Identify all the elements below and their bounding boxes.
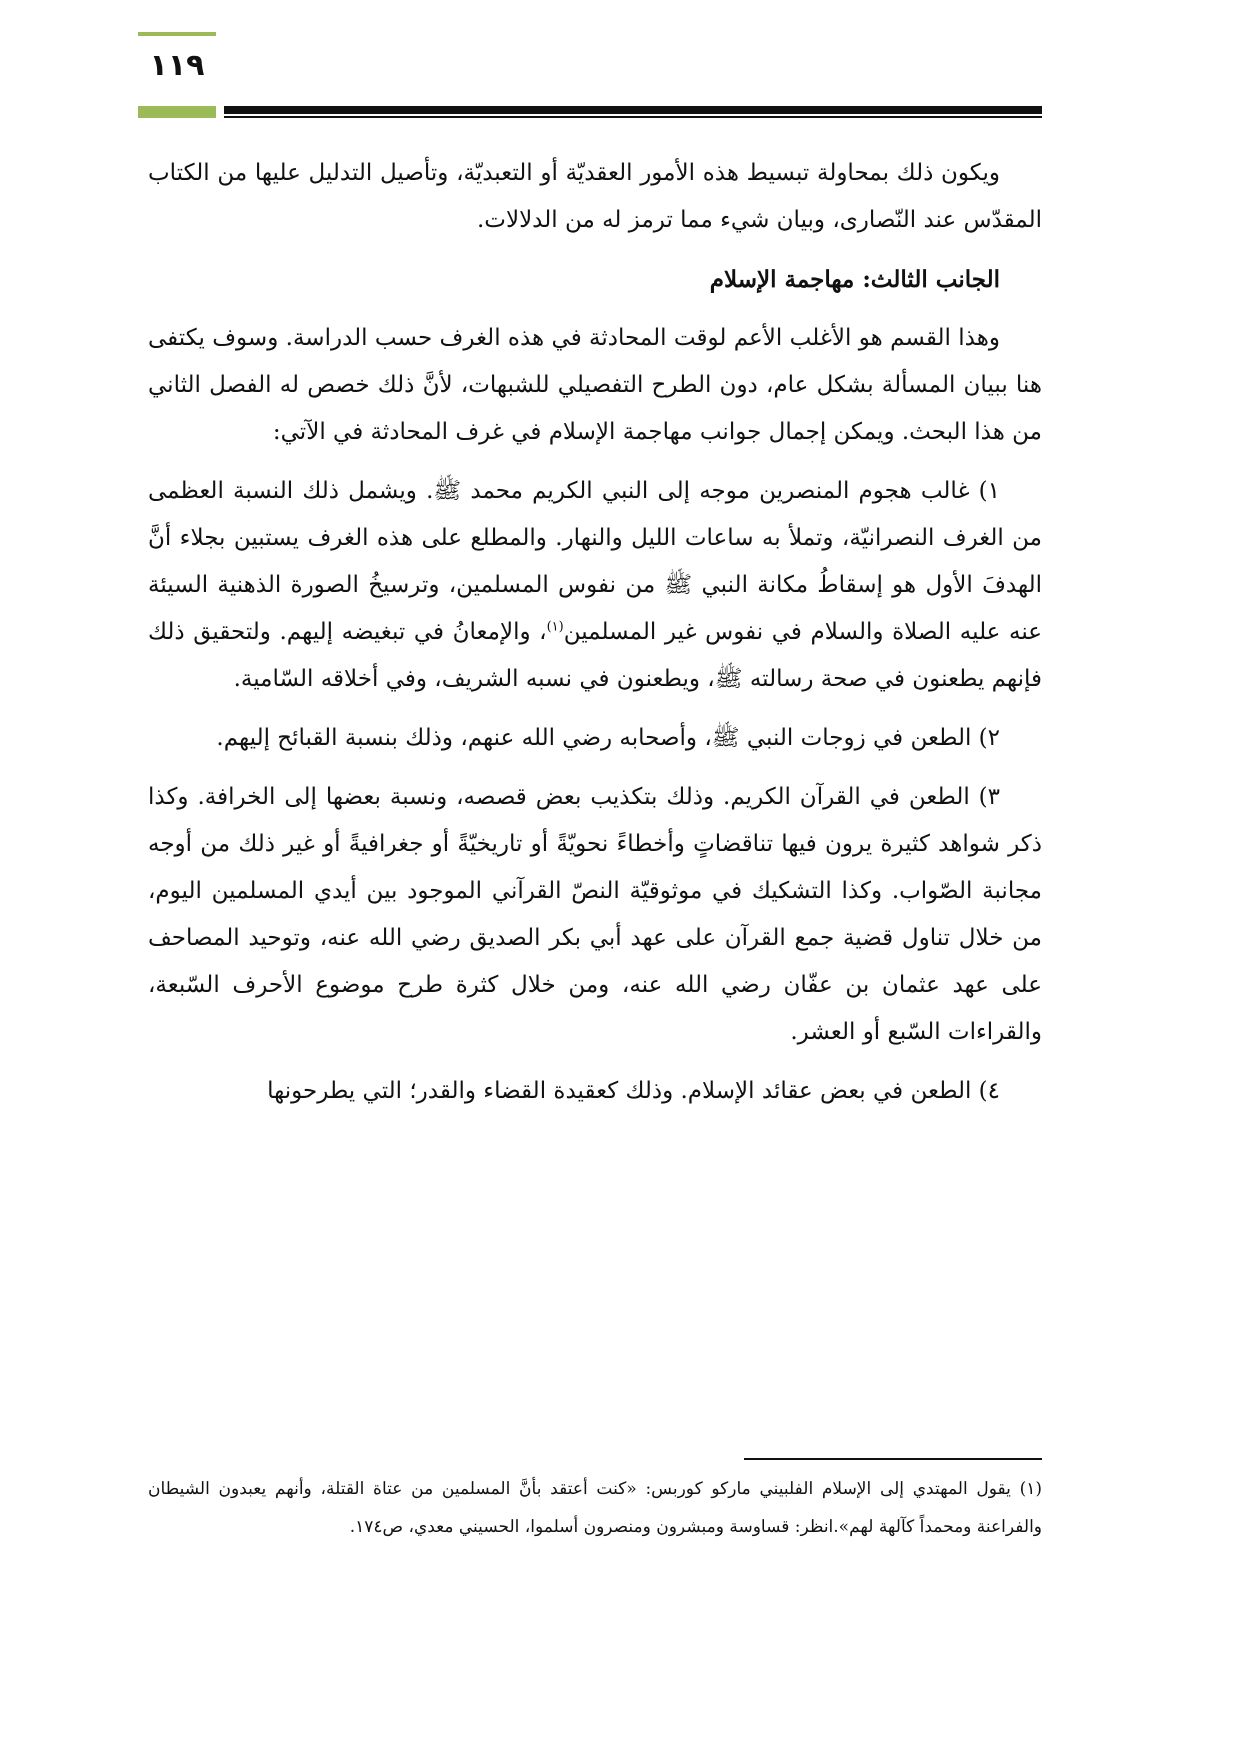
page-body xyxy=(148,150,1042,1127)
header-rule-thin xyxy=(224,116,1042,118)
header-rule xyxy=(224,106,1042,114)
footnote-separator xyxy=(744,1458,1042,1460)
overview-paragraph: وهذا القسم هو الأغلب الأعم لوقت المحادثة في هذه الغرف حسب الدراسة. وسوف يكتفى هنا ببيان المسألة بشكل عام، دون الطرح التفصيلي للشبهات، لأنَّ ذلك خصص له الفصل الثاني من هذا البحث. ويمكن إجمال جوانب مهاجمة الإسلام في غرف المحادثة في الآتي: xyxy=(148,325,1042,445)
footnotes xyxy=(148,1470,1042,1546)
list-item-1-text-start: ١) غالب هجوم المنصرين موجه إلى النبي الكريم محمد ﷺ. ويشمل ذلك النسبة العظمى من الغرف النصرانيّة، وتملأ به ساعات الليل والنهار. والمطلع على هذه الغرف يستبين بجلاء أنَّ الهدفَ الأول هو إسقاطُ مكانة النبي ﷺ من نفوس المسلمين، وترسيخُ الصورة الذهنية السيئة عنه عليه الصلاة والسلام في نفوس غير المسلمين xyxy=(148,478,1042,645)
list-item-4: ٤) الطعن في بعض عقائد الإسلام. وذلك كعقيدة القضاء والقدر؛ التي يطرحونها xyxy=(267,1078,1000,1104)
footnote-1: (١) يقول المهتدي إلى الإسلام الفلبيني ماركو كوربس: «كنت أعتقد بأنَّ المسلمين من عتاة القتلة، وأنهم يعبدون الشيطان والفراعنة ومحمداً كآلهة لهم».انظر: قساوسة ومبشرون ومنصرون أسلموا، الحسيني معدي، ص١٧٤. xyxy=(148,1479,1042,1537)
list-item-2: ٢) الطعن في زوجات النبي ﷺ، وأصحابه رضي الله عنهم، وذلك بنسبة القبائح إليهم. xyxy=(216,725,1000,751)
section-heading: الجانب الثالث: مهاجمة الإسلام xyxy=(709,266,1000,293)
intro-paragraph: ويكون ذلك بمحاولة تبسيط هذه الأمور العقديّة أو التعبديّة، وتأصيل التدليل عليها من الكتاب المقدّس عند النّصارى، وبيان شيء مما ترمز له من الدلالات. xyxy=(148,160,1042,233)
footnote-reference: (١) xyxy=(546,619,564,635)
list-item-1 xyxy=(148,468,1042,703)
top-accent-bar xyxy=(138,32,216,36)
header-green-block xyxy=(138,106,216,118)
list-item-3: ٣) الطعن في القرآن الكريم. وذلك بتكذيب بعض قصصه، ونسبة بعضها إلى الخرافة. وكذا ذكر شواهد كثيرة يرون فيها تناقضاتٍ وأخطاءً نحويّةً أو تاريخيّةً أو جغرافيةً أو غير ذلك من أوجه مجانبة الصّواب. وكذا التشكيك في موثوقيّة النصّ القرآني الموجود بين أيدي المسلمين اليوم، من خلال تناول قضية جمع القرآن على عهد أبي بكر الصديق رضي الله عنه، وتوحيد المصاحف على عهد عثمان بن عفّان رضي الله عنه، ومن خلال كثرة طرح موضوع الأحرف السّبعة، والقراءات السّبع أو العشر. xyxy=(148,784,1042,1045)
list-item-1-text-end: ، والإمعانُ في تبغيضه إليهم. ولتحقيق ذلك فإنهم يطعنون في صحة رسالته ﷺ، ويطعنون في نسبه الشريف، وفي أخلاقه السّامية. xyxy=(148,619,1042,692)
page-number: ١١٩ xyxy=(149,48,205,83)
